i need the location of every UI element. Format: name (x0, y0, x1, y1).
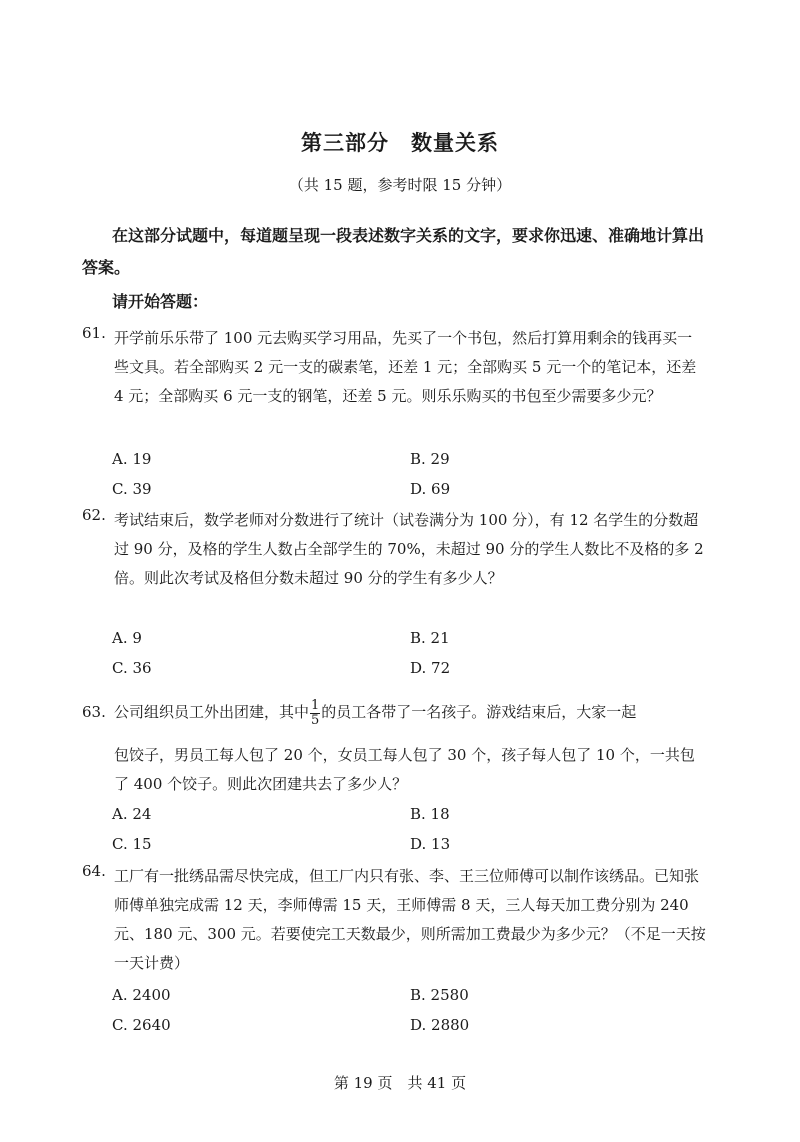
question-text: 工厂有一批绣品需尽快完成，但工厂内只有张、李、王三位师傅可以制作该绣品。已知张师傅单独完成需 12 天，李师傅需 15 天，王师傅需 8 天，三人每天加工费分别为 240 元、180 元、300 元。若要使完工天数最少，则所需加工费最少为多少元？（不足一天按一天计费） (114, 867, 706, 972)
question-number: 64. (82, 862, 106, 880)
option-c[interactable]: C. 39 (112, 480, 152, 498)
question-number: 61. (82, 324, 106, 342)
question-text: 考试结束后，数学老师对分数进行了统计（试卷满分为 100 分），有 12 名学生的分数超过 90 分，及格的学生人数占全部学生的 70%，未超过 90 分的学生人数比不及格的多 2 倍。则此次考试及格但分数未超过 90 分的学生有多少人？ (114, 511, 704, 587)
section-instructions: 在这部分试题中，每道题呈现一段表述数字关系的文字，要求你迅速、准确地计算出答案。 (82, 226, 705, 277)
option-c[interactable]: C. 2640 (112, 1016, 171, 1034)
question-61-options (112, 444, 712, 504)
option-c[interactable]: C. 15 (112, 835, 152, 853)
section-title: 第三部分 数量关系 (301, 131, 499, 155)
option-b[interactable]: B. 18 (410, 805, 450, 823)
question-62-options (112, 623, 712, 683)
page-number: 第 19 页 共 41 页 (333, 1074, 467, 1092)
option-d[interactable]: D. 72 (410, 659, 451, 677)
question-text-continued: 包饺子，男员工每人包了 20 个，女员工每人包了 30 个，孩子每人包了 10 个，一共包了 400 个饺子。则此次团建共去了多少人？ (114, 746, 695, 793)
option-a[interactable]: A. 2400 (112, 986, 171, 1004)
option-a[interactable]: A. 9 (112, 629, 142, 647)
option-b[interactable]: B. 29 (410, 450, 450, 468)
option-a[interactable]: A. 19 (112, 450, 152, 468)
question-63-options (112, 799, 712, 859)
question-61 (82, 324, 707, 411)
question-text: 公司组织员工外出团建，其中 (114, 703, 310, 721)
option-d[interactable]: D. 2880 (410, 1016, 470, 1034)
question-number: 63. (82, 703, 106, 721)
question-number: 62. (82, 506, 106, 524)
option-d[interactable]: D. 69 (410, 480, 451, 498)
option-d[interactable]: D. 13 (410, 835, 451, 853)
question-62 (82, 506, 707, 593)
question-text: 的员工各带了一名孩子。游戏结束后，大家一起 (321, 703, 637, 721)
question-63 (82, 694, 707, 799)
start-prompt: 请开始答题： (112, 292, 209, 311)
question-64-options (112, 980, 712, 1040)
fraction-one-fifth: $\frac{1}{5}$ (311, 697, 320, 728)
question-text: 开学前乐乐带了 100 元去购买学习用品，先买了一个书包，然后打算用剩余的钱再买一些文具。若全部购买 2 元一支的碳素笔，还差 1 元；全部购买 5 元一个的笔记本，还差 4 元；全部购买 6 元一支的钢笔，还差 5 元。则乐乐购买的书包至少需要多少元？ (114, 329, 697, 405)
option-b[interactable]: B. 21 (410, 629, 450, 647)
option-b[interactable]: B. 2580 (410, 986, 469, 1004)
option-a[interactable]: A. 24 (112, 805, 152, 823)
section-subtitle: （共 15 题，参考时限 15 分钟） (288, 176, 512, 194)
option-c[interactable]: C. 36 (112, 659, 152, 677)
question-64 (82, 862, 707, 978)
